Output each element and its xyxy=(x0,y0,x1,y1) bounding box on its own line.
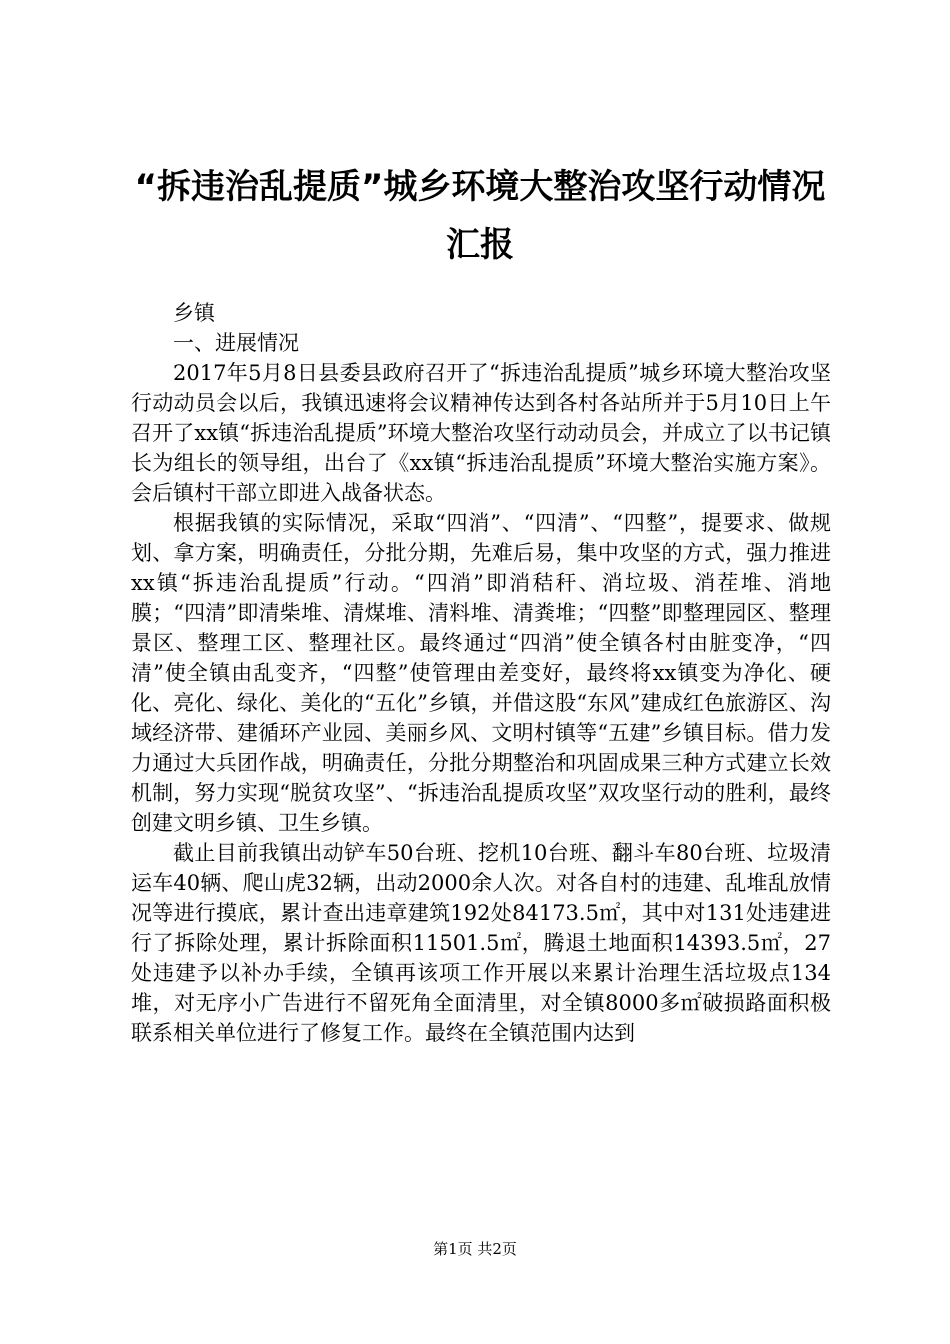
page-footer: 第1页 共2页 xyxy=(433,1240,517,1258)
body-paragraph: 截止目前我镇出动铲车50台班、挖机10台班、翻斗车80台班、垃圾清运车40辆、爬山虎32辆，出动2000余人次。对各自村的违建、乱堆乱放情况等进行摸底，累计查出违章建筑192处84173.5㎡，其中对131处违建进行了拆除处理，累计拆除面积11501.5㎡，腾退土地面积14393.5㎡，27处违建予以补办手续，全镇再该项工作开展以来累计治理生活垃圾点134堆，对无序小广告进行不留死角全面清里，对全镇8000多㎡破损路面积极联系相关单位进行了修复工作。最终在全镇范围内达到 xyxy=(131,841,831,1045)
document-body xyxy=(131,298,831,1048)
body-paragraph: 根据我镇的实际情况，采取“四消”、“四清”、“四整”，提要求、做规划、拿方案，明确责任，分批分期，先难后易，集中攻坚的方式，强力推进xx镇“拆违治乱提质”行动。“四消”即消秸秆、消垃圾、消茬堆、消地膜；“四清”即清柴堆、清煤堆、清料堆、清粪堆；“四整”即整理园区、整理景区、整理工区、整理社区。最终通过“四消”使全镇各村由脏变净，“四清”使全镇由乱变齐，“四整”使管理由差变好，最终将xx镇变为净化、硬化、亮化、绿化、美化的“五化”乡镇，并借这股“东风”建成红色旅游区、沟域经济带、建循环产业园、美丽乡风、文明村镇等“五建”乡镇目标。借力发力通过大兵团作战，明确责任，分批分期整治和巩固成果三种方式建立长效机制，努力实现“脱贫攻坚”、“拆违治乱提质攻坚”双攻坚行动的胜利，最终创建文明乡镇、卫生乡镇。 xyxy=(131,511,831,835)
body-paragraph: 2017年5月8日县委县政府召开了“拆违治乱提质”城乡环境大整治攻坚行动动员会以后，我镇迅速将会议精神传达到各村各站所并于5月10日上午召开了xx镇“拆违治乱提质”环境大整治攻坚行动动员会，并成立了以书记镇长为组长的领导组，出台了《xx镇“拆违治乱提质”环境大整治实施方案》。会后镇村干部立即进入战备状态。 xyxy=(131,361,831,505)
section-heading: 一、进展情况 xyxy=(173,331,299,355)
document-title: “拆违治乱提质”城乡环境大整治攻坚行动情况汇报 xyxy=(134,167,826,265)
author-line: 乡镇 xyxy=(173,301,215,325)
